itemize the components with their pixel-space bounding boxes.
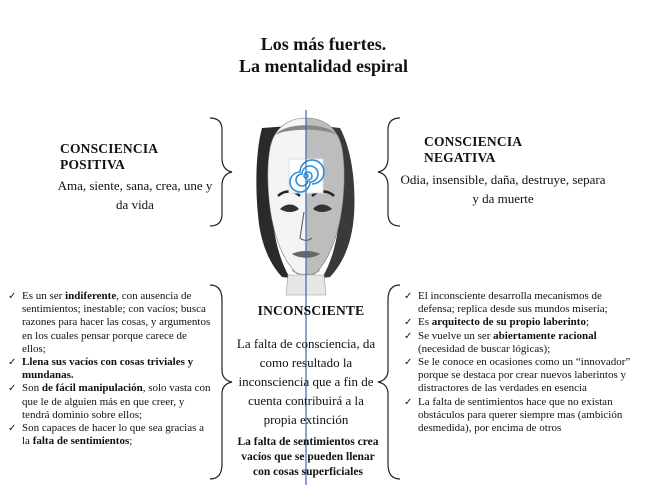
list-item	[404, 396, 636, 436]
list-item-bold-text: indiferente	[65, 290, 117, 302]
list-item-text: ;	[129, 435, 133, 448]
list-item-bold-text: arquitecto de su propio laberinto	[431, 316, 586, 329]
list-item	[404, 356, 636, 396]
check-icon: ✓	[8, 423, 17, 435]
check-icon: ✓	[8, 291, 17, 302]
list-item-text: , con ausencia de sentimientos; inestable; con vacíos; busca razones para hacer las cosas, y argumentos en los cuales pensar porque carece de ellos;	[22, 290, 211, 355]
check-icon: ✓	[404, 396, 413, 408]
list-item-text: Se vuelve un ser	[418, 329, 494, 342]
negative-heading: CONSCIENCIA NEGATIVA	[424, 134, 522, 165]
list-item-text: Se le conoce en ocasiones como un “innovador” porque se destaca por crear nuevos laberintos y distractores de las verdades en esencia	[418, 356, 631, 395]
list-item	[404, 290, 636, 316]
check-icon: ✓	[8, 357, 17, 369]
unconscious-left-brace	[210, 285, 232, 479]
list-item-text: , solo vasta con que le de alguien más en que creer, y tendrá dominio sobre ellos;	[22, 382, 211, 421]
unconscious-heading: INCONSCIENTE	[257, 303, 365, 318]
list-item-bold-text: abiertamente racional	[493, 329, 597, 342]
negative-text: Odia, insensible, daña, destruye, separa y da muerte	[400, 172, 606, 206]
positive-heading: CONSCIENCIA POSITIVA	[60, 141, 158, 172]
unconscious-text: La falta de consciencia, da como resultado la inconsciencia que a fin de cuenta contribuirá a la propia extinción	[236, 336, 376, 427]
check-icon: ✓	[404, 330, 413, 342]
list-item	[8, 422, 213, 448]
list-item-bold-text: Llena sus vacíos con cosas triviales y mundanas.	[22, 356, 194, 382]
title-line-2: La mentalidad espiral	[238, 56, 408, 76]
list-item-text: Es	[418, 316, 432, 329]
list-item-text: Es un ser	[22, 290, 66, 302]
list-item-text: Son capaces de hacer lo que sea gracias a la	[22, 422, 205, 448]
list-item	[8, 290, 213, 356]
list-item-bold-text: de fácil manipulación	[41, 382, 143, 395]
check-icon: ✓	[404, 357, 413, 369]
list-item-text: (necesidad de buscar lógicas);	[418, 342, 551, 355]
list-item	[404, 330, 636, 356]
positive-text: Ama, siente, sana, crea, une y da vida	[57, 178, 213, 212]
list-item-bold-text: falta de sentimientos	[32, 435, 130, 448]
list-item	[8, 382, 213, 422]
list-item-text: ;	[585, 316, 590, 329]
title-line-1: Los más fuertes.	[260, 34, 387, 54]
right-check-list	[404, 290, 636, 435]
list-item	[8, 356, 213, 382]
list-item-text: Son	[22, 382, 42, 395]
check-icon: ✓	[404, 317, 413, 329]
check-icon: ✓	[404, 291, 413, 302]
negative-brace	[378, 118, 400, 226]
check-icon: ✓	[8, 383, 17, 395]
list-item-text: El inconsciente desarrolla mecanismos de defensa; replica desde sus mundos miseria;	[418, 290, 608, 316]
list-item-text: La falta de sentimientos hace que no existan obstáculos para querer siempre mas (ambición desmedida), por encima de otros	[418, 395, 623, 435]
list-item	[404, 316, 636, 329]
unconscious-bold-text: La falta de sentimientos crea vacíos que se pueden llenar con cosas superficiales	[237, 436, 379, 478]
left-check-list	[8, 290, 213, 448]
